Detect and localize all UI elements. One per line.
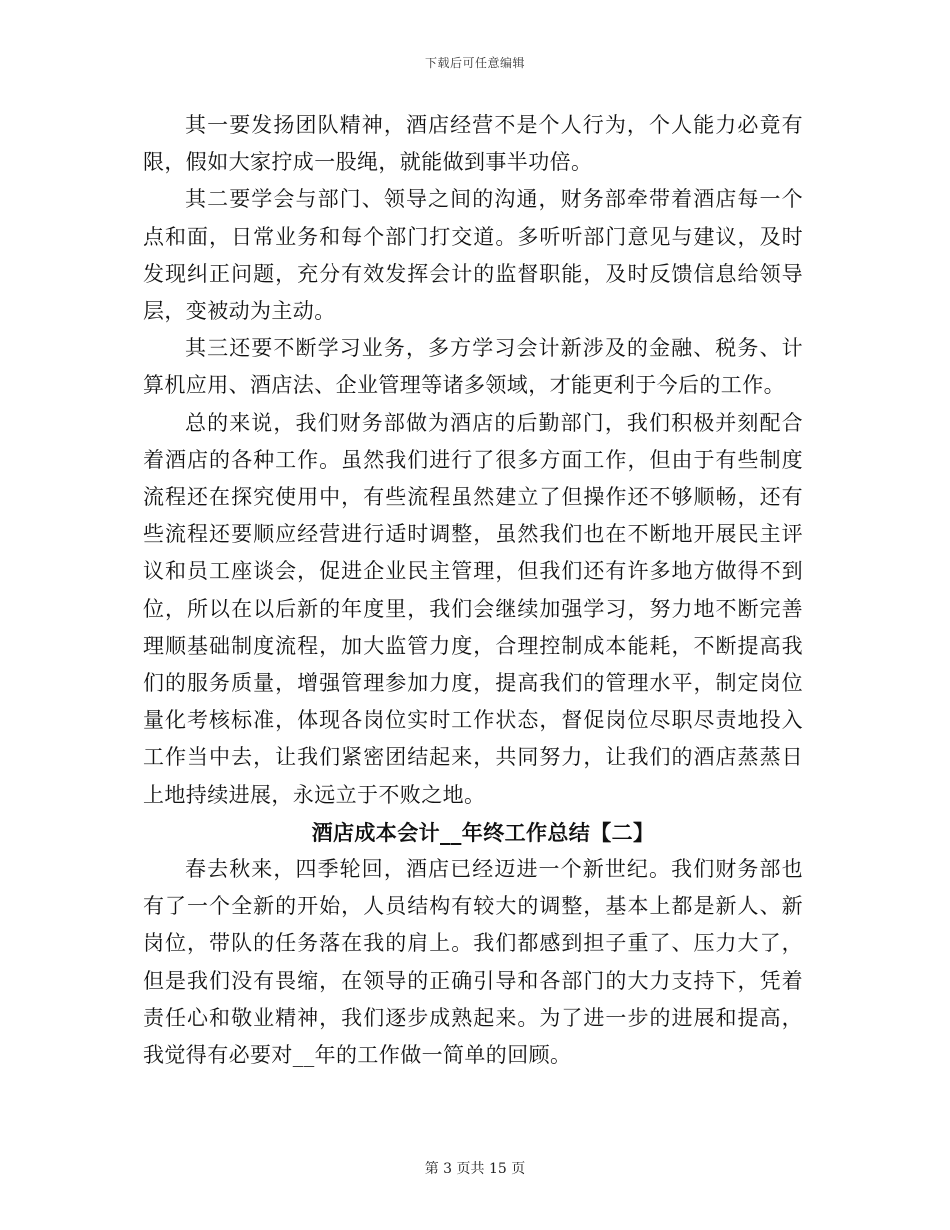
paragraph-summary: 总的来说，我们财务部做为酒店的后勤部门，我们积极并刻配合着酒店的各种工作。虽然我们进行了很多方面工作，但由于有些制度流程还在探究使用中，有些流程虽然建立了但操作还不够顺畅，还有些流程还要顺应经营进行适时调整，虽然我们也在不断地开展民主评议和员工座谈会，促进企业民主管理，但我们还有许多地方做得不到位，所以在以后新的年度里，我们会继续加强学习，努力地不断完善理顺基础制度流程，加大监管力度，合理控制成本能耗，不断提高我们的服务质量，增强管理参加力度，提高我们的管理水平，制定岗位量化考核标准，体现各岗位实时工作状态，督促岗位尽职尽责地投入工作当中去，让我们紧密团结起来，共同努力，让我们的酒店蒸蒸日上地持续进展，永远立于不败之地。 <box>143 410 803 807</box>
paragraph-learning: 其三还要不断学习业务，多方学习会计新涉及的金融、税务、计算机应用、酒店法、企业管理等诸多领域，才能更利于今后的工作。 <box>143 336 803 398</box>
paragraph-teamwork: 其一要发扬团队精神，酒店经营不是个人行为，个人能力必竟有限，假如大家拧成一股绳，就能做到事半功倍。 <box>143 113 803 175</box>
page-header-note: 下载后可任意编辑 <box>424 56 525 70</box>
page-number: 第 3 页共 15 页 <box>424 1161 526 1177</box>
paragraph-communication: 其二要学会与部门、领导之间的沟通，财务部牵带着酒店每一个点和面，日常业务和每个部门打交道。多听听部门意见与建议，及时发现纠正问题，充分有效发挥会计的监督职能，及时反馈信息给领导层，变被动为主动。 <box>143 187 803 324</box>
paragraph-section-intro: 春去秋来，四季轮回，酒店已经迈进一个新世纪。我们财务部也有了一个全新的开始，人员结构有较大的调整，基本上都是新人、新岗位，带队的任务落在我的肩上。我们都感到担子重了、压力大了，但是我们没有畏缩，在领导的正确引导和各部门的大力支持下，凭着责任心和敬业精神，我们逐步成熟起来。为了进一步的进展和提高，我觉得有必要对__年的工作做一简单的回顾。 <box>143 857 803 1068</box>
document-body <box>143 107 803 1074</box>
section-title: 酒店成本会计__年终工作总结【二】 <box>311 819 655 845</box>
